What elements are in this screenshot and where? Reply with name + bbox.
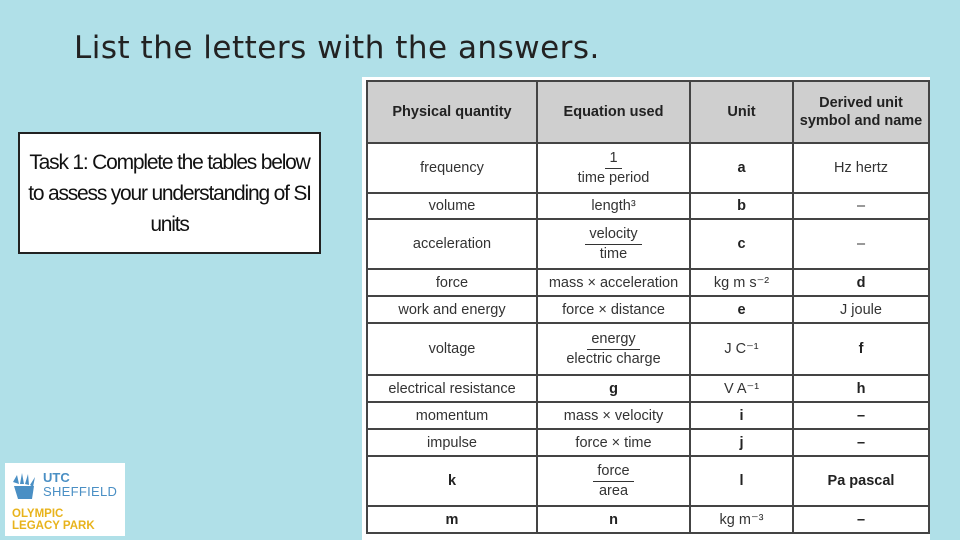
- cell-derived-unit: –: [793, 219, 929, 269]
- cell-derived-unit: –: [793, 402, 929, 429]
- equation-fraction: [585, 227, 641, 262]
- table-row: [367, 219, 929, 269]
- table-row: [367, 429, 929, 456]
- table-row: [367, 193, 929, 219]
- slide-title: List the letters with the answers.: [74, 30, 600, 66]
- header-derived-unit: Derived unit symbol and name: [793, 81, 929, 143]
- table-row: [367, 456, 929, 506]
- table-row: [367, 296, 929, 323]
- table-row: [367, 506, 929, 533]
- cell-quantity: work and energy: [367, 296, 537, 323]
- cell-quantity: frequency: [367, 143, 537, 193]
- fraction-denominator: time period: [577, 170, 650, 186]
- fraction-numerator: energy: [587, 332, 639, 350]
- logo-olympic: OLYMPIC: [12, 508, 64, 520]
- cell-unit: J C⁻¹: [690, 323, 793, 375]
- cell-equation: g: [537, 375, 690, 402]
- task-box: [18, 132, 321, 254]
- cell-derived-unit: h: [793, 375, 929, 402]
- si-units-table: [366, 80, 930, 534]
- table-row: [367, 143, 929, 193]
- cell-unit: b: [690, 193, 793, 219]
- logo-sheffield: SHEFFIELD: [43, 484, 118, 499]
- cell-derived-unit: Pa pascal: [793, 456, 929, 506]
- cell-quantity: acceleration: [367, 219, 537, 269]
- cell-derived-unit: d: [793, 269, 929, 296]
- cell-derived-unit: –: [793, 506, 929, 533]
- cell-quantity: k: [367, 456, 537, 506]
- cell-equation: force × distance: [537, 296, 690, 323]
- table-row: [367, 402, 929, 429]
- logo-utc: UTC: [43, 470, 70, 485]
- header-equation-used: Equation used: [537, 81, 690, 143]
- table-row: [367, 323, 929, 375]
- logo-legacy-park: LEGACY PARK: [12, 520, 95, 532]
- task-text: Task 1: Complete the tables below to assess your understanding of SI units: [28, 150, 311, 236]
- cell-unit: a: [690, 143, 793, 193]
- cell-unit: e: [690, 296, 793, 323]
- fraction-numerator: velocity: [585, 227, 641, 245]
- header-unit: Unit: [690, 81, 793, 143]
- cell-equation: mass × velocity: [537, 402, 690, 429]
- cell-unit: c: [690, 219, 793, 269]
- cell-derived-unit: J joule: [793, 296, 929, 323]
- cell-unit: V A⁻¹: [690, 375, 793, 402]
- cell-derived-unit: f: [793, 323, 929, 375]
- cell-quantity: volume: [367, 193, 537, 219]
- cell-derived-unit: –: [793, 193, 929, 219]
- cell-equation: force × time: [537, 429, 690, 456]
- cell-equation: length³: [537, 193, 690, 219]
- table-header-row: [367, 81, 929, 143]
- equation-fraction: [593, 464, 633, 499]
- cell-quantity: impulse: [367, 429, 537, 456]
- cell-equation: mass × acceleration: [537, 269, 690, 296]
- cell-unit: kg m s⁻²: [690, 269, 793, 296]
- cell-quantity: electrical resistance: [367, 375, 537, 402]
- hand-icon: [10, 472, 40, 500]
- cell-equation: n: [537, 506, 690, 533]
- cell-equation: [537, 323, 690, 375]
- table-row: [367, 269, 929, 296]
- cell-equation: [537, 143, 690, 193]
- cell-unit: l: [690, 456, 793, 506]
- si-units-table-container: [362, 77, 930, 540]
- cell-derived-unit: –: [793, 429, 929, 456]
- cell-derived-unit: Hz hertz: [793, 143, 929, 193]
- utc-sheffield-logo: [5, 463, 125, 536]
- header-physical-quantity: Physical quantity: [367, 81, 537, 143]
- cell-quantity: voltage: [367, 323, 537, 375]
- cell-unit: kg m⁻³: [690, 506, 793, 533]
- cell-quantity: m: [367, 506, 537, 533]
- fraction-denominator: time: [599, 246, 628, 262]
- fraction-numerator: force: [593, 464, 633, 482]
- cell-unit: j: [690, 429, 793, 456]
- table-row: [367, 375, 929, 402]
- equation-fraction: [578, 151, 650, 186]
- cell-equation: [537, 456, 690, 506]
- cell-quantity: force: [367, 269, 537, 296]
- fraction-denominator: area: [598, 483, 629, 499]
- fraction-denominator: electric charge: [566, 351, 661, 367]
- fraction-numerator: 1: [605, 151, 621, 169]
- equation-fraction: [566, 332, 660, 367]
- cell-unit: i: [690, 402, 793, 429]
- cell-quantity: momentum: [367, 402, 537, 429]
- cell-equation: [537, 219, 690, 269]
